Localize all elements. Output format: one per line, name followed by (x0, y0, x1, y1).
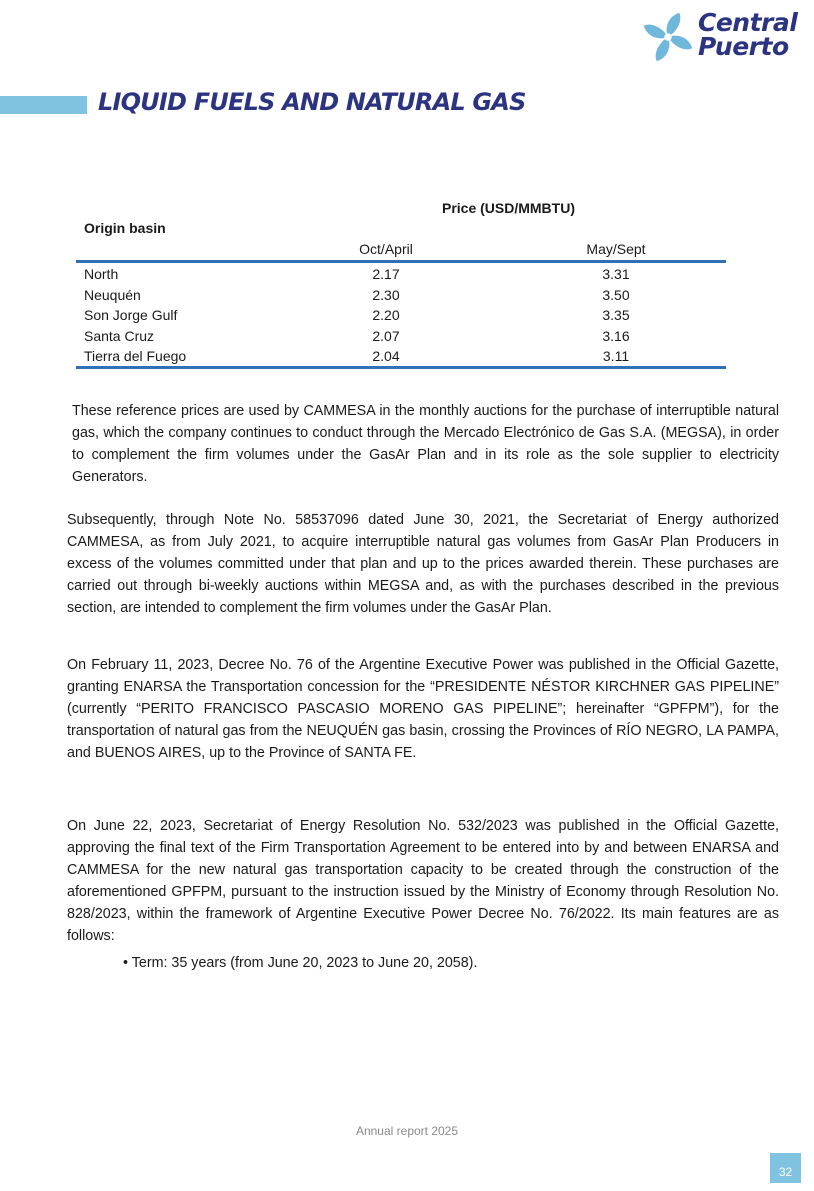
basin-cell: Neuquén (84, 286, 141, 303)
table-row (76, 285, 726, 306)
logo-line-1: Central (698, 8, 798, 37)
footer-report-label: Annual report 2025 (355, 1124, 459, 1138)
may-sept-cell: 3.50 (602, 286, 630, 303)
may-sept-cell: 3.11 (602, 348, 630, 365)
paragraph-decree-76: On February 11, 2023, Decree No. 76 of the Argentine Executive Power was published in the Official Gazette, granting ENARSA the Transportation concession for the “PRESIDENTE NÉSTOR KIRCHNER GAS PIPELINE” (currently “PERITO FRANCISCO PASCASIO MORENO GAS PIPELINE”; hereinafter “GPFPM”), for the transportation of natural gas from the NEUQUÉN gas basin, crossing the Provinces of RÍO NEGRO, LA PAMPA, and BUENOS AIRES, up to the Province of SANTA FE. (67, 657, 779, 761)
oct-april-header: Oct/April (359, 241, 413, 257)
oct-april-cell: 2.04 (372, 348, 400, 365)
logo-line-2: Puerto (698, 32, 789, 61)
may-sept-cell: 3.35 (602, 307, 630, 324)
may-sept-cell: 3.31 (602, 266, 630, 282)
oct-april-cell: 2.07 (372, 327, 400, 344)
paragraph-reference-prices: These reference prices are used by CAMMESA in the monthly auctions for the purchase of interruptible natural gas, which the company continues to conduct through the Mercado Electrónico de Gas S.A. (MEGSA), in order to complement the firm volumes under the GasAr Plan and in its role as the sole supplier to electricity Generators. (72, 403, 779, 485)
basin-cell: North (84, 266, 119, 282)
table-row (76, 326, 726, 347)
title-accent-bar (0, 96, 87, 114)
price-header: Price (USD/MMBTU) (441, 200, 575, 216)
pinwheel-logo-icon (640, 8, 696, 66)
table-bottom-rule (76, 366, 726, 369)
basin-cell: Tierra del Fuego (84, 348, 187, 365)
section-title: LIQUID FUELS AND NATURAL GAS (98, 88, 526, 116)
bullet-term: • Term: 35 years (from June 20, 2023 to June 20, 2058). (123, 955, 478, 971)
paragraph-resolution-532: On June 22, 2023, Secretariat of Energy Resolution No. 532/2023 was published in the Official Gazette, approving the final text of the Firm Transportation Agreement to be entered into by and between ENARSA and CAMMESA for the new natural gas transportation capacity to be created through the construction of the aforementioned GPFPM, pursuant to the instruction issued by the Ministry of Economy through Resolution No. 828/2023, within the framework of Argentine Executive Power Decree No. 76/2022. Its main features are as follows: (67, 818, 779, 944)
may-sept-cell: 3.16 (602, 327, 630, 344)
basin-cell: Son Jorge Gulf (84, 307, 178, 324)
company-logo (640, 8, 806, 68)
oct-april-cell: 2.20 (372, 307, 400, 324)
oct-april-cell: 2.30 (372, 286, 400, 303)
origin-basin-header: Origin basin (84, 220, 166, 236)
table-body (76, 264, 726, 367)
table-top-rule (76, 260, 726, 263)
table-row (76, 305, 726, 326)
basin-cell: Santa Cruz (84, 327, 155, 344)
may-sept-header: May/Sept (586, 241, 646, 257)
logo-wordmark (698, 8, 798, 61)
table-row (76, 346, 726, 367)
table-row (76, 264, 726, 285)
page-number: 32 (770, 1153, 801, 1183)
paragraph-note-58537096: Subsequently, through Note No. 58537096 dated June 30, 2021, the Secretariat of Energy authorized CAMMESA, as from July 2021, to acquire interruptible natural gas volumes from GasAr Plan Producers in excess of the volumes committed under that plan and up to the prices awarded therein. These purchases are carried out through bi-weekly auctions within MEGSA and, as with the purchases described in the previous section, are intended to complement the firm volumes under the GasAr Plan. (67, 512, 779, 616)
oct-april-cell: 2.17 (372, 266, 400, 282)
